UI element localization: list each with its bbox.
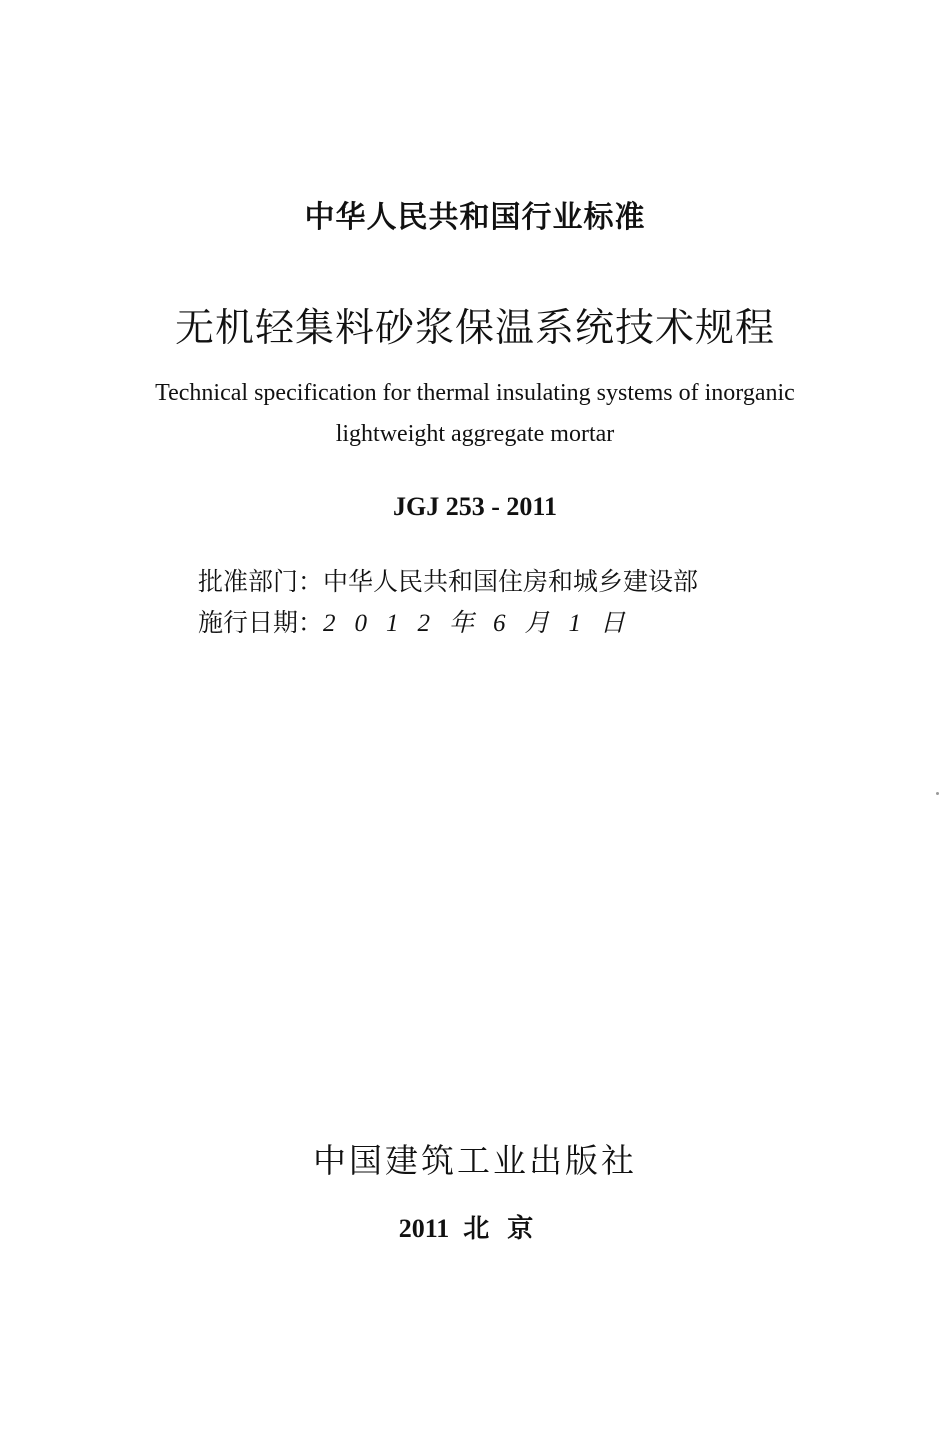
title-english-line-1: Technical specification for thermal insulating systems of inorganic: [155, 380, 795, 406]
effective-date-label: 施行日期：: [198, 608, 324, 637]
approving-department-label: 批准部门：: [198, 567, 324, 596]
effective-date-value: 2012年6月1日: [323, 610, 645, 637]
approving-department-row: [198, 562, 798, 598]
publication-city: 北京: [463, 1214, 552, 1244]
approving-department-value: 中华人民共和国住房和城乡建设部: [323, 567, 699, 596]
publisher-name: 中国建筑工业出版社: [313, 1141, 637, 1180]
publication-year: 2011: [398, 1214, 450, 1243]
publication-year-city: [0, 1208, 950, 1245]
standard-category: 中华人民共和国行业标准: [304, 200, 646, 235]
scan-speck: [936, 792, 939, 795]
standard-code: JGJ 253 - 2011: [393, 492, 557, 521]
effective-date-row: [198, 603, 798, 639]
title-english-line-2: lightweight aggregate mortar: [335, 421, 615, 447]
title-chinese: 无机轻集料砂浆保温系统技术规程: [174, 306, 775, 351]
